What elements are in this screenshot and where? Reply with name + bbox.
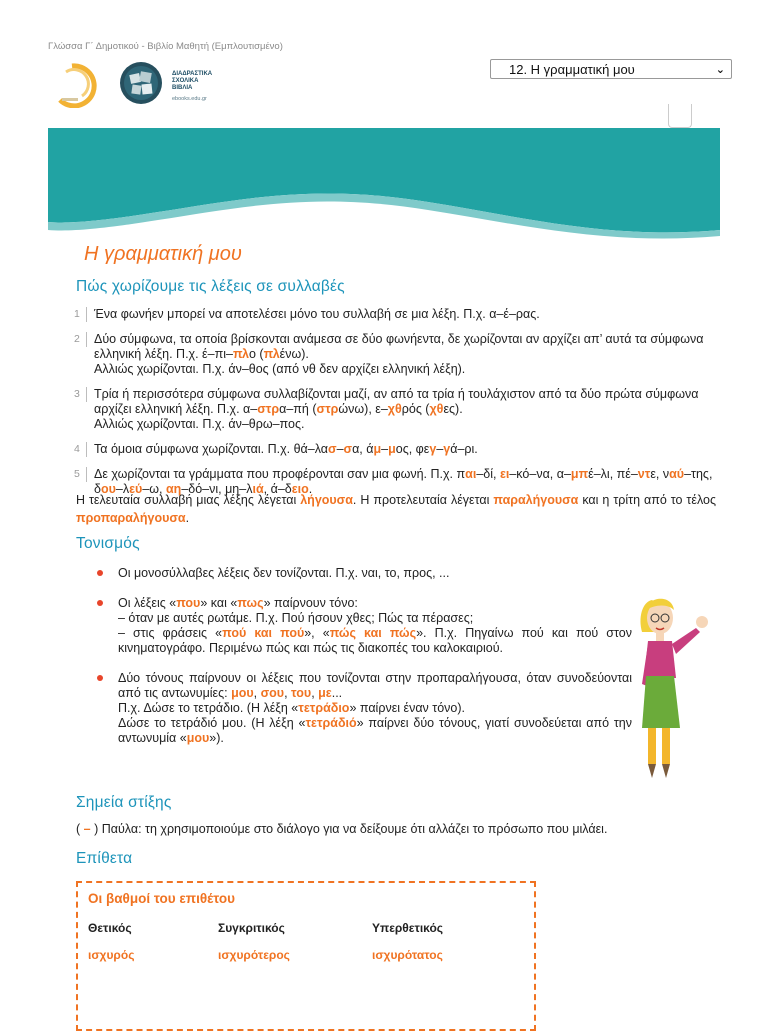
page-title: Η γραμματική μου [84,243,242,265]
rule-text: Τρία ή περισσότερα σύμφωνα συλλαβίζονται μαζί, αν από τα τρία ή τουλάχιστον από τα δύο πρώτα σύμφωνα αρχίζει ελληνική λέξη. Π.χ. α–στρα–πή (στρώνω), ε–χθρός (χθες). Αλλιώς χωρίζονται. Π.χ. άν–θρω–πος. [94,387,699,431]
teacher-illustration [612,588,722,784]
chapter-select[interactable] [490,59,732,79]
syllable-rule [74,307,718,322]
chevron-down-icon: ⌄ [715,64,725,76]
ebooks-logo-icon [118,60,170,106]
rule-text: Δε χωρίζονται τα γράμματα που προφέρονται σαν μια φωνή. Π.χ. παι–δί, ει–κό–να, α–μπέ–λι, πέ–ντε, ναύ–της, δου–λεύ–ω, αη–δό–νι, μη–λιά, ά–δειο. [94,467,713,496]
comparative-value: ισχυρότερος [218,948,290,962]
rule-text: Ένα φωνήεν μπορεί να αποτελέσει μόνο του συλλαβή σε μια λέξη. Π.χ. α–έ–ρας. [94,307,540,321]
syllable-rule [74,387,718,432]
superlative-value: ισχυρότατος [372,948,443,962]
syllable-rule [74,332,718,377]
ebooks-logo-url: ebooks.edu.gr [172,96,207,102]
rule-number: 1 [74,307,87,322]
rule-number: 4 [74,442,87,457]
rule-text: Δύο σύμφωνα, τα οποία βρίσκονται ανάμεσα σε δύο φωνήεντα, δε χωρίζονται αν αρχίζει απ’ αυτά τα σύμφωνα ελληνική λέξη. Π.χ. έ–πι–πλο (πλένω). Αλλιώς χωρίζονται. Π.χ. άν–θος (από νθ δεν αρχίζει ελληνική λέξη). [94,332,704,376]
institute-logo-icon [52,62,100,108]
bullet-text: Δύο τόνους παίρνουν οι λέξεις που τονίζονται στην προπαραλήγουσα, όταν συνοδεύονται από τις αντωνυμίες: μου, σου, του, με... Π.χ. Δώσε το τετράδιο. (Η λέξη «τετράδιο» παίρνει έναν τόνο). Δώσε το τετράδιό μου. (Η λέξη «τετράδιό» παίρνει δύο τόνους, γιατί συνοδεύεται από την αντωνυμία «μου»). [118,671,632,745]
column-header-superlative: Υπερθετικός [372,921,444,935]
rule-text: Τα όμοια σύμφωνα χωρίζονται. Π.χ. θά–λασ–σα, άμ–μος, φεγ–γά–ρι. [94,442,478,456]
rule-number: 3 [74,387,87,402]
punctuation-heading: Σημεία στίξης [76,794,172,811]
adjectives-heading: Επίθετα [76,850,133,867]
bullet-text: Οι μονοσύλλαβες λέξεις δεν τονίζονται. Π.χ. ναι, το, προς, ... [118,566,450,580]
column-header-comparative: Συγκριτικός [218,921,285,935]
dash-rule-text: ( – ) Παύλα: τη χρησιμοποιούμε στο διάλογο για να δείξουμε ότι αλλάζει το πρόσωπο που μιλάει. [76,822,608,836]
syllable-names-paragraph: Η τελευταία συλλαβή μιας λέξης λέγεται λήγουσα. Η προτελευταία λέγεται παραλήγουσα και η τρίτη από το τέλος προπαραλήγουσα. [76,493,716,525]
wave-banner [48,128,720,248]
rule-number: 5 [74,467,87,482]
positive-value: ισχυρός [88,948,135,962]
accent-bullet [102,671,632,746]
syllable-rules-list [74,307,718,507]
accent-heading: Τονισμός [76,535,140,552]
book-caption: Γλώσσα Γ΄ Δημοτικού - Βιβλίο Μαθητή (Εμπλουτισμένο) [48,41,283,52]
syllable-rule [74,442,718,457]
accent-bullet [102,596,632,656]
chapter-select-value: 12. Η γραμματική μου [509,62,635,77]
syllables-heading: Πώς χωρίζουμε τις λέξεις σε συλλαβές [76,278,345,295]
bullet-text: Οι λέξεις «που» και «πως» παίρνουν τόνο: – όταν με αυτές ρωτάμε. Π.χ. Πού ήσουν χθες; Πώς τα πέρασες; – στις φράσεις «πού και πού», «πώς και πώς». Π.χ. Πηγαίνω πού και πού στον κινηματογράφο. Περιμένω πώς και πώς τις διακοπές του καλοκαιριού. [118,596,632,655]
column-header-positive: Θετικός [88,921,132,935]
accent-bullet [102,566,632,581]
rule-number: 2 [74,332,87,347]
adjective-degrees-box [76,881,536,1031]
ebooks-logo-text: ΔΙΑΔΡΑΣΤΙΚΑ ΣΧΟΛΙΚΑ ΒΙΒΛΙΑ [172,71,213,91]
accent-bullet-list [102,566,632,761]
box-title: Οι βαθμοί του επιθέτου [88,891,235,906]
banner-tab[interactable] [668,104,692,128]
